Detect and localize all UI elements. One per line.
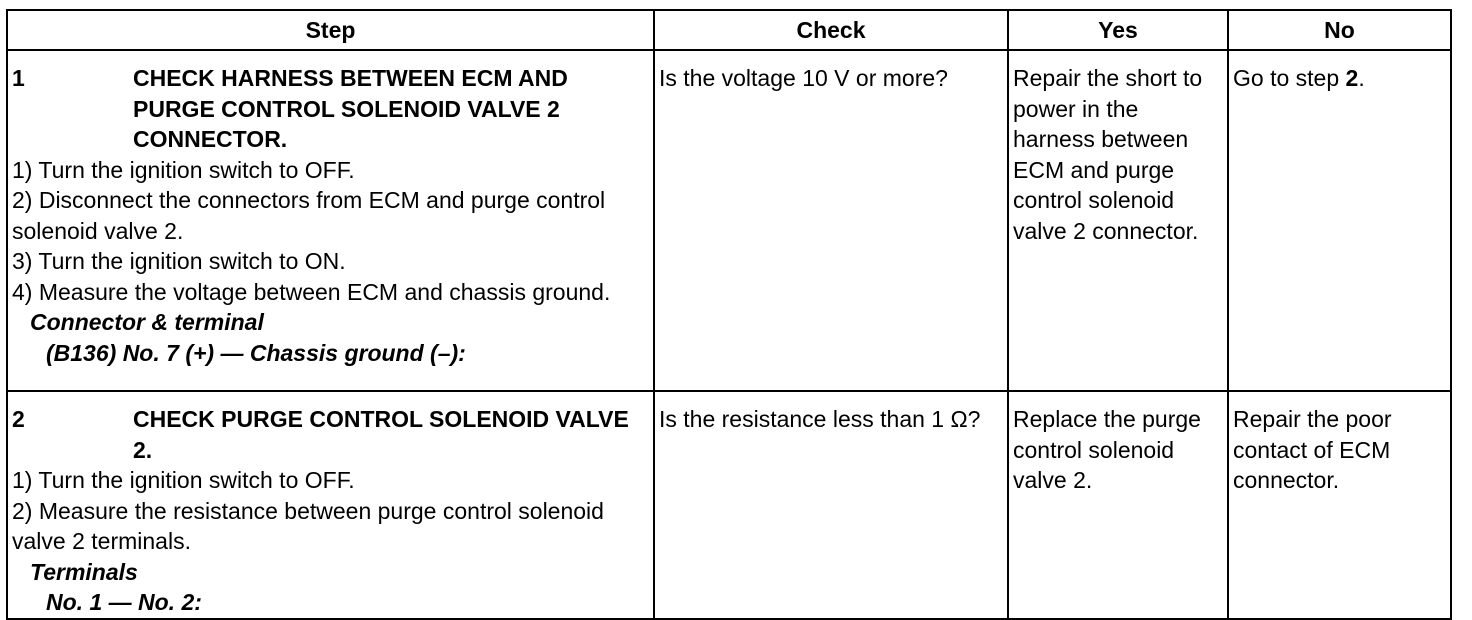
yes-text: Repair the short to power in the harness between ECM and purge control solenoid valve 2 connector. [1013, 65, 1203, 244]
step-cell [7, 50, 654, 391]
yes-cell [1008, 50, 1228, 391]
header-step: Step [7, 10, 654, 50]
yes-text: Replace the purge control solenoid valve 2. [1013, 406, 1201, 493]
no-cell [1228, 391, 1451, 619]
instruction: 2) Disconnect the connectors from ECM and purge control solenoid valve 2. [12, 187, 606, 244]
step-number: 2 [12, 406, 25, 432]
check-cell [654, 50, 1008, 391]
instruction: 3) Turn the ignition switch to ON. [12, 248, 346, 274]
instruction: 1) Turn the ignition switch to OFF. [12, 156, 355, 183]
instruction: 2) Measure the resistance between purge control solenoid valve 2 terminals. [12, 497, 604, 554]
yes-cell [1008, 391, 1228, 619]
no-text: Go to step 2. [1233, 65, 1365, 91]
instruction: 4) Measure the voltage between ECM and chassis ground. [12, 278, 611, 305]
step-cell [7, 391, 654, 619]
instruction: 1) Turn the ignition switch to OFF. [12, 467, 355, 493]
step-title: CHECK HARNESS BETWEEN ECM AND PURGE CONTROL SOLENOID VALVE 2 CONNECTOR. [133, 65, 568, 152]
header-row [7, 10, 1451, 50]
table-row [7, 391, 1451, 619]
check-cell [654, 391, 1008, 619]
no-cell [1228, 50, 1451, 391]
step-title: CHECK PURGE CONTROL SOLENOID VALVE 2. [133, 406, 629, 463]
no-text: Repair the poor contact of ECM connector. [1233, 406, 1392, 493]
diagnostic-table [6, 9, 1452, 620]
connector-heading: Connector & terminal [30, 309, 264, 335]
header-check: Check [654, 10, 1008, 50]
terminals-heading: Terminals [30, 558, 138, 585]
connector-detail: (B136) No. 7 (+) — Chassis ground (–): [46, 339, 466, 366]
header-yes: Yes [1008, 10, 1228, 50]
check-text: Is the resistance less than 1 Ω? [659, 406, 981, 432]
terminals-detail: No. 1 — No. 2: [46, 589, 202, 615]
header-no: No [1228, 10, 1451, 50]
step-number: 1 [12, 65, 25, 91]
step-reference: 2 [1345, 65, 1359, 91]
table-row [7, 50, 1451, 391]
check-text: Is the voltage 10 V or more? [659, 65, 948, 91]
